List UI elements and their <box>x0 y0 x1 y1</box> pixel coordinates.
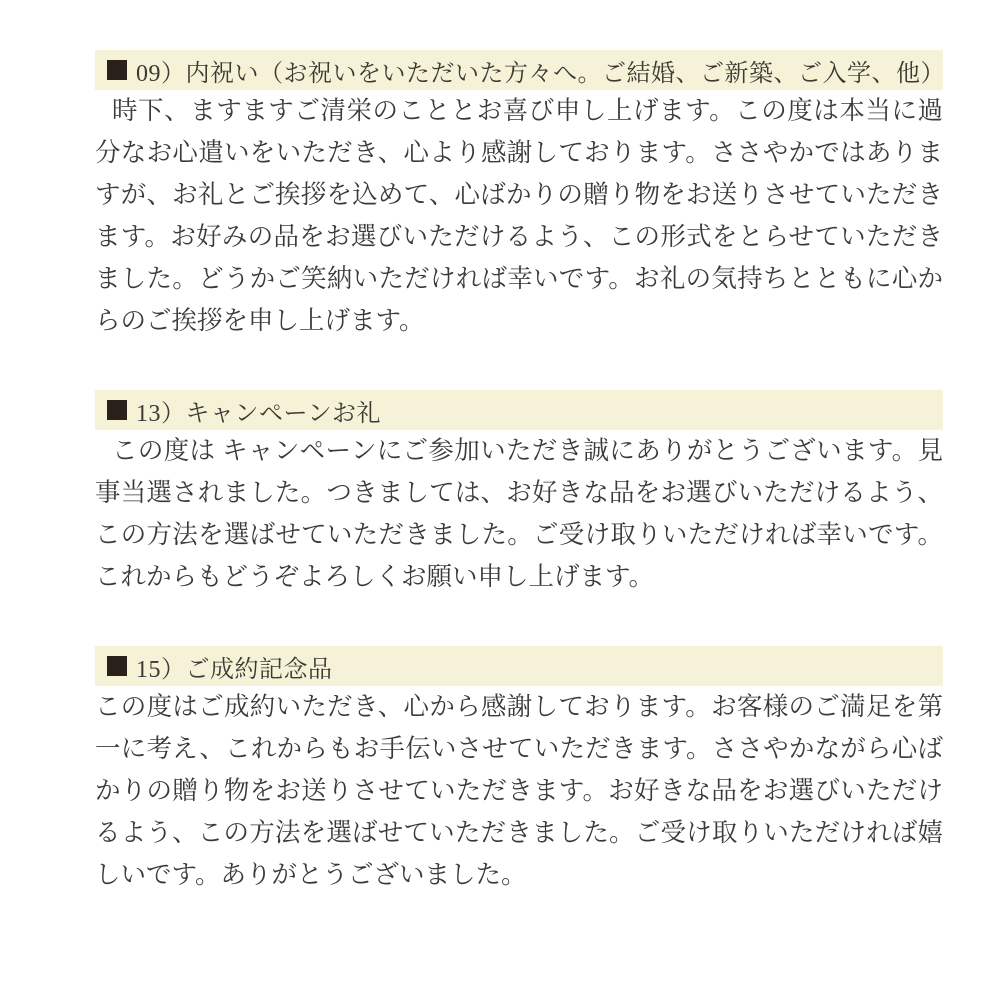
section-body: 時下、ますますご清栄のこととお喜び申し上げます。この度は本当に過分なお心遣いをいただき、心より感謝しております。ささやかではありますが、お礼とご挨拶を込めて、心ばかりの贈り物をお送りさせていただきます。お好みの品をお選びいただけるよう、この形式をとらせていただきました。どうかご笑納いただければ幸いです。お礼の気持ちとともに心からのご挨拶を申し上げます。 <box>95 96 943 335</box>
black-square-icon <box>107 656 127 676</box>
section-09-uchiiwai <box>95 50 943 342</box>
black-square-icon <box>107 60 127 80</box>
section-13-campaign-orei <box>95 390 943 598</box>
section-header <box>95 390 943 430</box>
section-body: この度はご成約いただき、心から感謝しております。お客様のご満足を第一に考え、これからもお手伝いさせていただきます。ささやかながら心ばかりの贈り物をお送りさせていただきます。お好きな品をお選びいただけるよう、この方法を選ばせていただきました。ご受け取りいただければ嬉しいです。ありがとうございました。 <box>95 692 943 889</box>
black-square-icon <box>107 400 127 420</box>
section-header <box>95 50 943 90</box>
section-heading: 13）キャンペーンお礼 <box>136 400 382 427</box>
section-15-goseiyaku-kinenhin <box>95 646 943 896</box>
section-heading: 09）内祝い（お祝いをいただいた方々へ。ご結婚、ご新築、ご入学、他） <box>136 60 945 87</box>
document-content <box>95 50 943 896</box>
section-heading: 15）ご成約記念品 <box>136 656 333 683</box>
section-header <box>95 646 943 686</box>
section-body: この度は キャンペーンにご参加いただき誠にありがとうございます。見事当選されました。つきましては、お好きな品をお選びいただけるよう、この方法を選ばせていただきました。ご受け取りいただければ幸いです。これからもどうぞよろしくお願い申し上げます。 <box>95 436 943 591</box>
